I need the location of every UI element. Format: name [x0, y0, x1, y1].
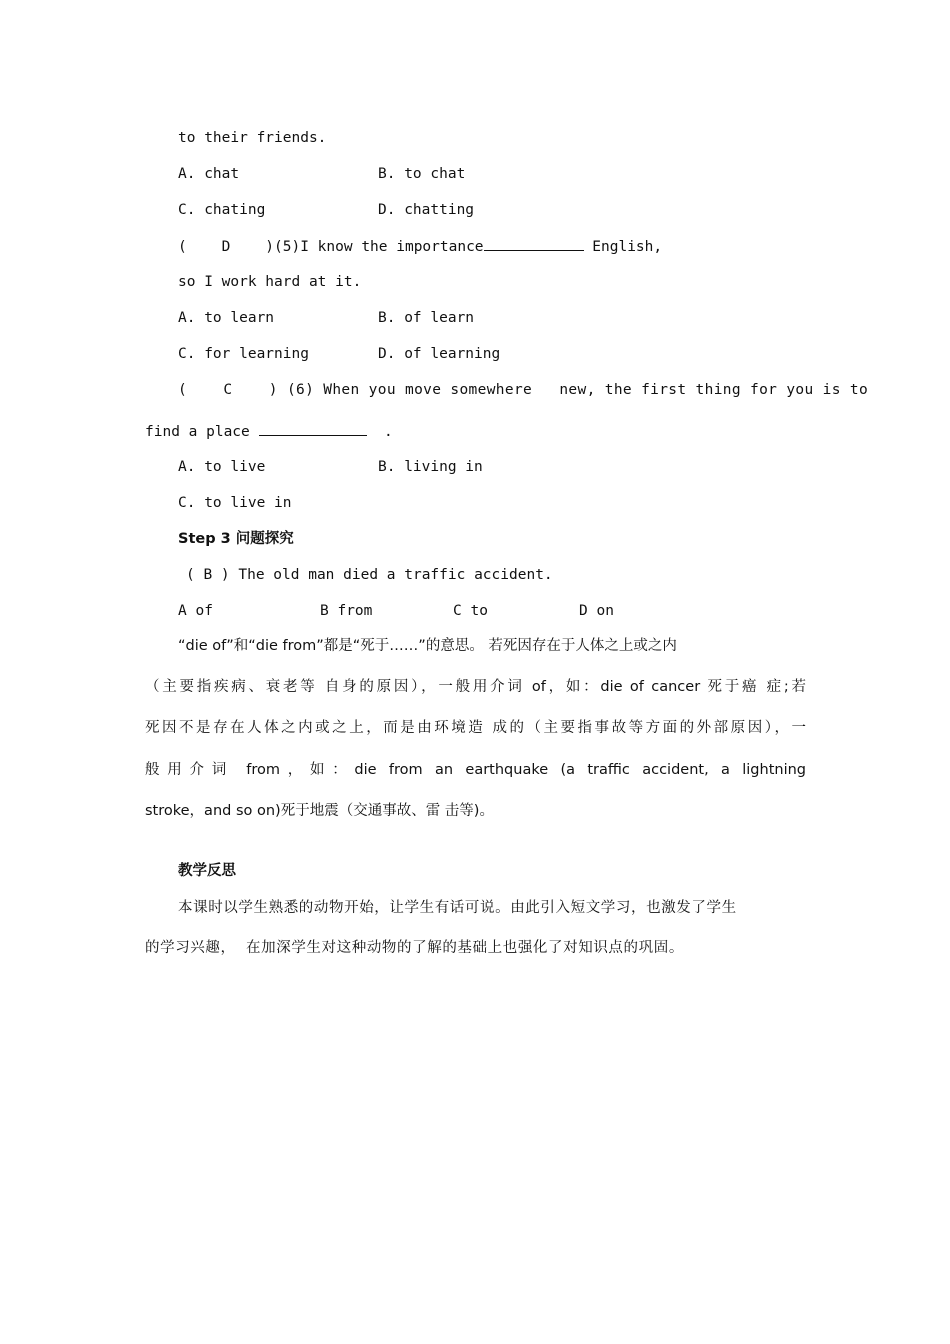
explanation-line-1: “die of”和“die from”都是“死于……”的意思。 若死因存在于人体之上或之内	[178, 638, 677, 654]
q5-option-b: B. of learn	[378, 310, 475, 326]
q4-continuation: to their friends.	[178, 130, 327, 146]
reflection-line-2: 的学习兴趣， 在加深学生对这种动物的了解的基础上也强化了对知识点的巩固。	[145, 940, 684, 956]
q5-stem-prefix: ( D )(5)I know the importance	[178, 239, 484, 255]
q6-stem: ( C ) (6) When you move somewhere new, the first thing for you is to	[178, 382, 869, 398]
reflection-line-1: 本课时以学生熟悉的动物开始，让学生有话可说。由此引入短文学习，也激发了学生	[178, 900, 737, 916]
q5-continuation: so I work hard at it.	[178, 274, 362, 290]
q6-line2-suffix: .	[366, 424, 393, 440]
q6-option-a: A. to live	[178, 459, 266, 475]
q6-option-c: C. to live in	[178, 495, 292, 511]
step3-option-d: D on	[579, 603, 614, 619]
answer-blank	[259, 421, 367, 436]
q4-option-c: C. chating	[178, 202, 266, 218]
q5-stem-suffix: English,	[583, 239, 663, 255]
explanation-line-3: 死因不是存在人体之内或之上，而是由环境造 成的（主要指事故等方面的外部原因），一	[145, 720, 806, 736]
explanation-line-4: 般用介词 from，如：die from an earthquake (a traffic accident, a lightning	[145, 762, 806, 778]
reflection-heading: 教学反思	[178, 863, 236, 879]
explanation-line-5: stroke，and so on)死于地震（交通事故、雷 击等)。	[145, 803, 494, 819]
step3-heading: Step 3 问题探究	[178, 531, 294, 547]
step3-option-a: A of	[178, 603, 213, 619]
q5-option-a: A. to learn	[178, 310, 275, 326]
q4-option-d: D. chatting	[378, 202, 475, 218]
answer-blank	[484, 236, 584, 251]
q5-option-d: D. of learning	[378, 346, 501, 362]
q6-stem-continued	[145, 421, 393, 442]
q4-option-a: A. chat	[178, 166, 240, 182]
q5-option-c: C. for learning	[178, 346, 309, 362]
step3-question: ( B ) The old man died a traffic accident.	[186, 567, 553, 583]
explanation-line-2: （主要指疾病、衰老等 自身的原因），一般用介词 of，如：die of cancer 死于癌 症;若	[145, 679, 806, 695]
q5-stem	[178, 236, 662, 257]
q4-option-b: B. to chat	[378, 166, 466, 182]
q6-option-b: B. living in	[378, 459, 483, 475]
step3-option-b: B from	[320, 603, 373, 619]
step3-option-c: C to	[453, 603, 488, 619]
q6-line2-prefix: find a place	[145, 424, 259, 440]
